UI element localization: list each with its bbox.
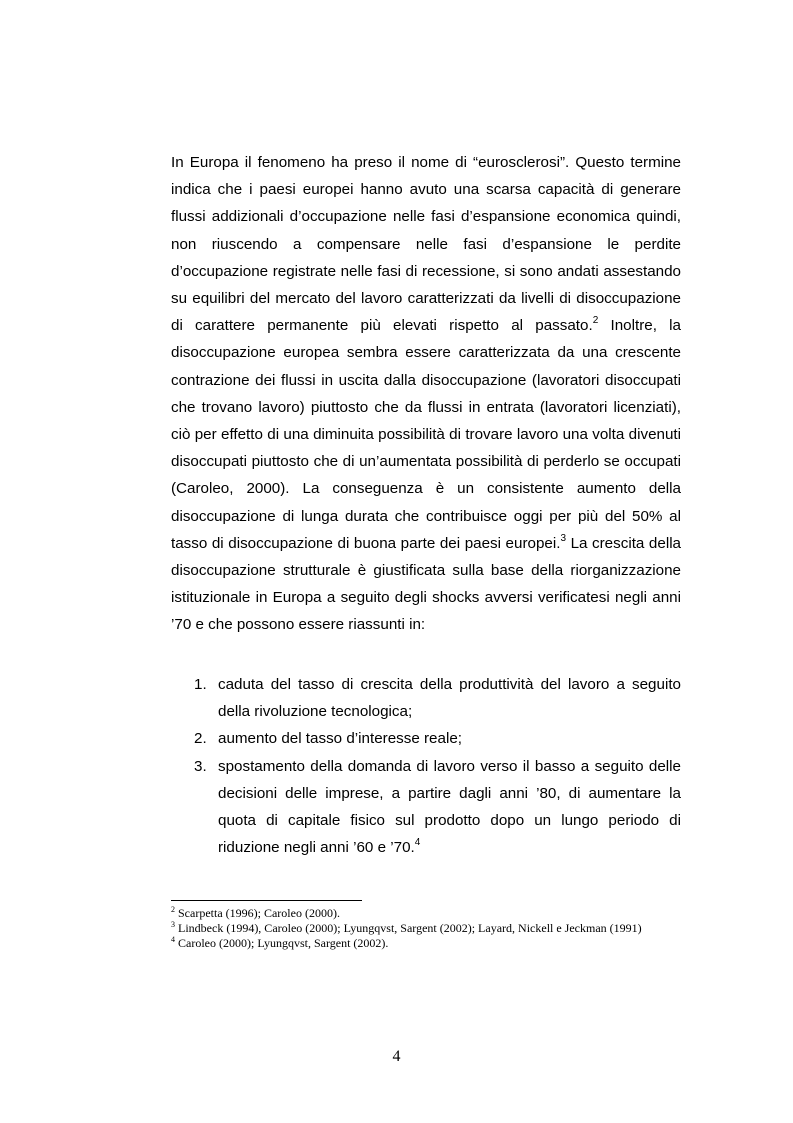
paragraph-text: La crescita della disoccupazione strutturale è giustificata sulla base della riorganizzazione istituzionale in Europa a seguito degli shocks avversi verificatesi negli anni ’70 e che possono essere riassunti in:	[171, 534, 682, 634]
list-item-text: caduta del tasso di crescita della produttività del lavoro a seguito della rivoluzione tecnologica;	[218, 676, 681, 721]
footnote-reference[interactable]: 2	[592, 315, 599, 327]
footnote-reference[interactable]: 4	[414, 837, 421, 849]
body-paragraph	[171, 149, 681, 639]
numbered-list	[171, 671, 681, 861]
list-item	[171, 753, 681, 862]
footnotes	[171, 906, 681, 951]
footnote-text: Scarpetta (1996); Caroleo (2000).	[175, 906, 340, 920]
list-item	[171, 725, 681, 752]
list-item-text: aumento del tasso d’interesse reale;	[218, 730, 462, 748]
list-item	[171, 671, 681, 725]
footnote	[171, 921, 681, 936]
list-item-number: 1.	[194, 676, 207, 693]
list-item-number: 2.	[194, 730, 207, 748]
footnote	[171, 936, 681, 951]
footnote-number: 4	[171, 935, 175, 944]
paragraph-text: In Europa il fenomeno ha preso il nome di “eurosclerosi”. Questo termine indica che i paesi europei hanno avuto una scarsa capacità di generare flussi addizionali d’occupazione nelle fasi d’espansione economica quindi, non riuscendo a compensare nelle fasi d’espansione le perdite d’occupazione registrate nelle fasi di recessione, si sono andati assestando su equilibri del mercato del lavoro caratterizzati da livelli di disoccupazione di carattere permanente più elevati rispetto al passato.	[171, 154, 681, 335]
footnote	[171, 906, 681, 921]
footnote-reference[interactable]: 3	[560, 532, 567, 544]
footnote-text: Lindbeck (1994), Caroleo (2000); Lyungqvst, Sargent (2002); Layard, Nickell e Jeckman (1991)	[175, 921, 642, 935]
list-item-text: spostamento della domanda di lavoro verso il basso a seguito delle decisioni delle imprese, a partire dagli anni ’80, di aumentare la quota di capitale fisico sul prodotto dopo un lungo periodo di riduzione negli anni ’60 e ’70.	[218, 757, 681, 857]
paragraph-text: Inoltre, la disoccupazione europea sembra essere caratterizzata da una crescente contrazione dei flussi in uscita dalla disoccupazione (lavoratori disoccupati che trovano lavoro) piuttosto che da flussi in entrata (lavoratori licenziati), ciò per effetto di una diminuita possibilità di trovare lavoro una volta divenuti disoccupati piuttosto che di un’aumentata possibilità di perderlo se occupati (Caroleo, 2000). La conseguenza è un consistente aumento della disoccupazione di lunga durata che contribuisce oggi per più del 50% al tasso di disoccupazione di buona parte dei paesi europei.	[171, 317, 681, 552]
footnote-number: 3	[171, 920, 175, 929]
footnote-text: Caroleo (2000); Lyungqvst, Sargent (2002).	[175, 936, 389, 950]
list-item-number: 3.	[194, 757, 207, 775]
footnote-number: 2	[171, 905, 175, 914]
footnote-separator	[171, 900, 362, 901]
page-number: 4	[392, 1048, 401, 1065]
